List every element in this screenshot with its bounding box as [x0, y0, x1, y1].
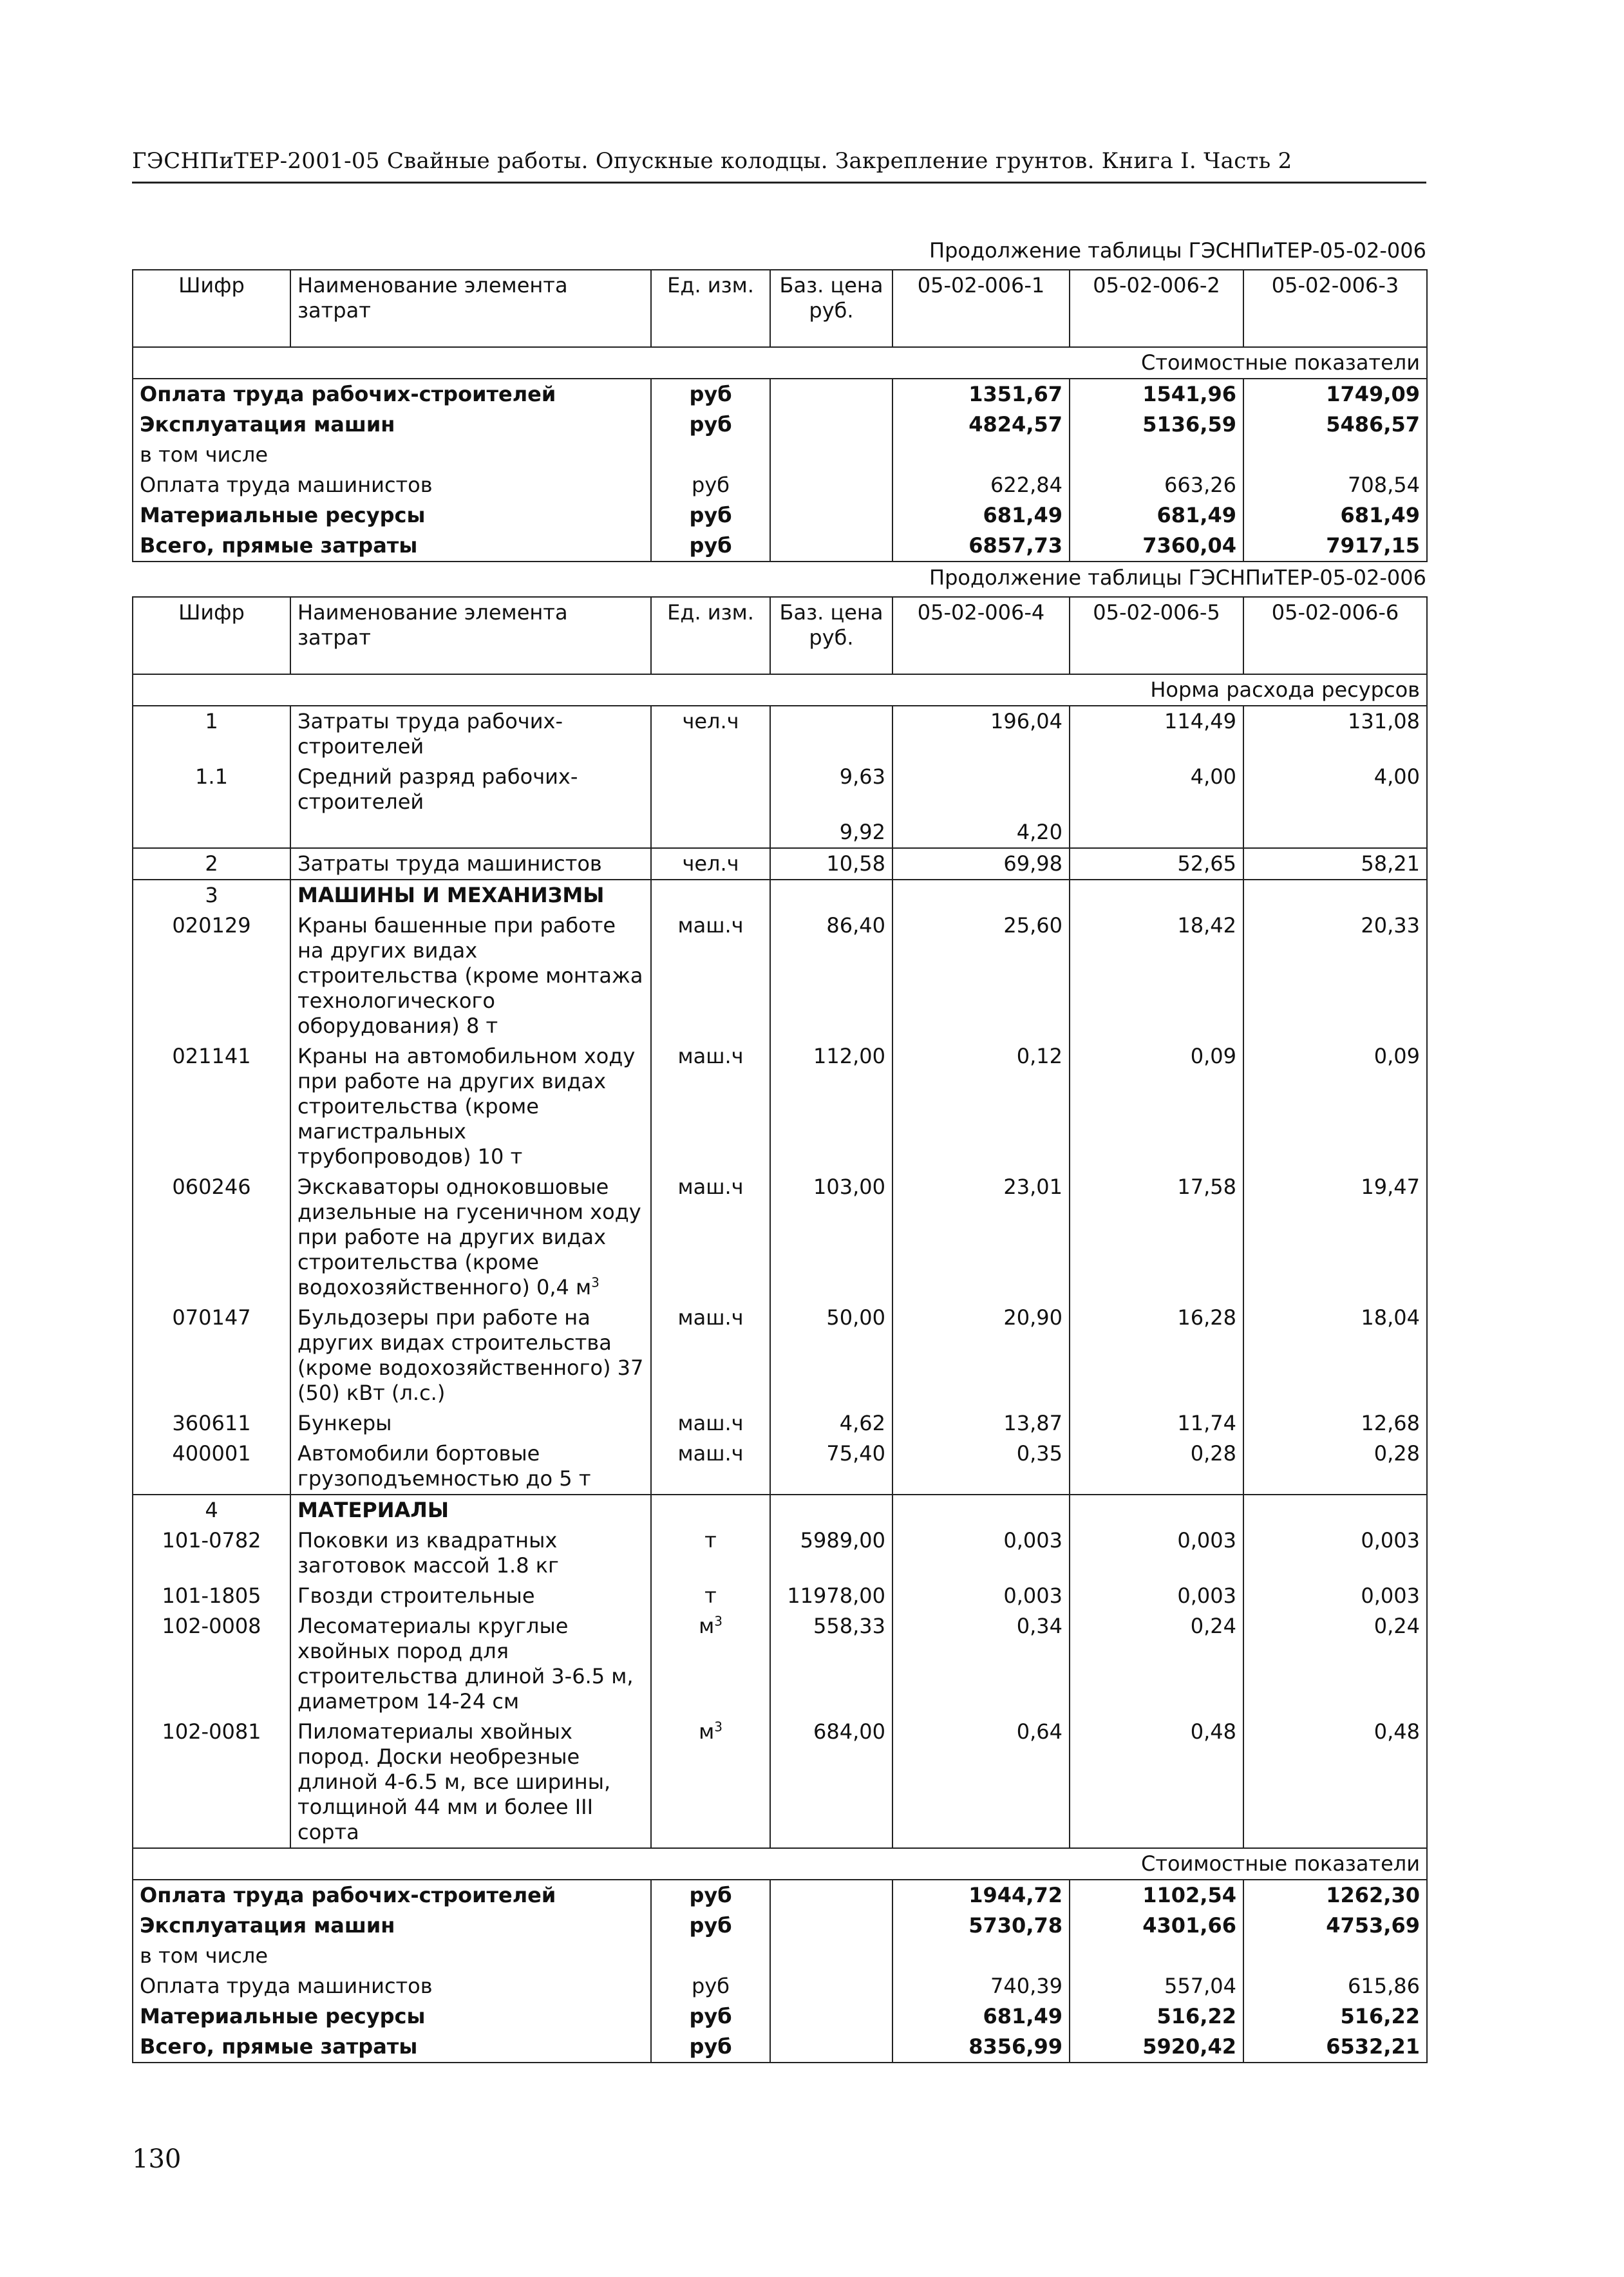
- resource-row: [133, 848, 1427, 880]
- resource-name: Гвозди строительные: [290, 1581, 651, 1611]
- resource-value: 4,20: [892, 817, 1070, 848]
- resource-price: 9,92: [770, 817, 892, 848]
- resource-name: Экскаваторы одноковшовые дизельные на гусеничном ходу при работе на других видах строительства (кроме водохозяйственного) 0,4 $м^3$: [290, 1172, 651, 1303]
- cost-name: Материальные ресурсы: [133, 500, 651, 531]
- resource-name: Бульдозеры при работе на других видах строительства (кроме водохозяйственного) 37 (50) кВт (л.с.): [290, 1303, 651, 1408]
- resource-row: [133, 1526, 1427, 1581]
- resource-value: [892, 1495, 1070, 1526]
- cost-value: 5136,59: [1070, 410, 1243, 440]
- cost-name: Эксплуатация машин: [133, 410, 651, 440]
- resource-price: 4,62: [770, 1408, 892, 1439]
- cost-unit: руб: [651, 470, 770, 500]
- resource-code: 1: [133, 706, 290, 762]
- cost-value: 663,26: [1070, 470, 1243, 500]
- table1-header-row: [133, 270, 1427, 347]
- resource-price: 112,00: [770, 1041, 892, 1172]
- resource-code: 102-0008: [133, 1611, 290, 1717]
- cost-value: [1070, 440, 1243, 470]
- resource-unit: [651, 762, 770, 817]
- resource-row: [133, 762, 1427, 817]
- resource-value: 0,09: [1070, 1041, 1243, 1172]
- resource-name: Автомобили бортовые грузоподъемностью до 5 т: [290, 1439, 651, 1495]
- resource-value: [1243, 880, 1427, 911]
- resource-row: [133, 1041, 1427, 1172]
- resource-row: [133, 1581, 1427, 1611]
- resource-value: 0,003: [1243, 1581, 1427, 1611]
- cost-row: [133, 410, 1427, 440]
- section-label-row: [133, 674, 1427, 706]
- cost-unit: руб: [651, 531, 770, 562]
- cost-name: Оплата труда рабочих-строителей: [133, 379, 651, 410]
- cost-row: [133, 1971, 1427, 2001]
- resource-value: 17,58: [1070, 1172, 1243, 1303]
- resource-code: 060246: [133, 1172, 290, 1303]
- resource-unit: $м^3$: [651, 1611, 770, 1717]
- cost-value: 4824,57: [892, 410, 1070, 440]
- cost-name: Оплата труда рабочих-строителей: [133, 1880, 651, 1911]
- resource-value: 0,35: [892, 1439, 1070, 1495]
- resource-unit: маш.ч: [651, 911, 770, 1041]
- col-unit-header: Ед. изм.: [651, 597, 770, 674]
- resource-value: [1243, 817, 1427, 848]
- resource-name: [290, 817, 651, 848]
- cost-row: [133, 2001, 1427, 2032]
- cost-value: 7360,04: [1070, 531, 1243, 562]
- cost-unit: [651, 440, 770, 470]
- col-rate-header: 05-02-006-1: [892, 270, 1070, 347]
- cost-value: 708,54: [1243, 470, 1427, 500]
- cost-price: [770, 1880, 892, 1911]
- cost-value: [1243, 1941, 1427, 1971]
- cost-name: Материальные ресурсы: [133, 2001, 651, 2032]
- cost-price: [770, 531, 892, 562]
- cost-value: 1541,96: [1070, 379, 1243, 410]
- resource-value: 0,003: [1070, 1526, 1243, 1581]
- resource-row: [133, 1408, 1427, 1439]
- resource-value: 12,68: [1243, 1408, 1427, 1439]
- cost-price: [770, 1911, 892, 1941]
- resource-code: [133, 817, 290, 848]
- resource-code: 021141: [133, 1041, 290, 1172]
- resource-row: [133, 1717, 1427, 1848]
- resource-price: [770, 706, 892, 762]
- cost-value: [1243, 440, 1427, 470]
- cost-name: в том числе: [133, 1941, 651, 1971]
- cost-price: [770, 2001, 892, 2032]
- superscript-exponent: 3: [714, 1613, 722, 1629]
- resource-price: 9,63: [770, 762, 892, 817]
- resource-value: 196,04: [892, 706, 1070, 762]
- cost-price: [770, 440, 892, 470]
- cost-price: [770, 1971, 892, 2001]
- resource-value: 0,48: [1243, 1717, 1427, 1848]
- resource-value: 0,12: [892, 1041, 1070, 1172]
- cost-value: 5730,78: [892, 1911, 1070, 1941]
- resource-row: [133, 1495, 1427, 1526]
- resource-unit: т: [651, 1581, 770, 1611]
- section-label-row: [133, 1848, 1427, 1880]
- resource-value: [892, 762, 1070, 817]
- cost-name: Эксплуатация машин: [133, 1911, 651, 1941]
- resource-value: 0,24: [1243, 1611, 1427, 1717]
- resource-unit: чел.ч: [651, 706, 770, 762]
- cost-value: 5486,57: [1243, 410, 1427, 440]
- resource-code: 360611: [133, 1408, 290, 1439]
- resource-code: 2: [133, 848, 290, 880]
- cost-unit: руб: [651, 2032, 770, 2063]
- cost-row: [133, 1880, 1427, 1911]
- resource-code: 4: [133, 1495, 290, 1526]
- col-code-header: Шифр: [133, 597, 290, 674]
- resource-value: 0,003: [1243, 1526, 1427, 1581]
- resource-value: 0,09: [1243, 1041, 1427, 1172]
- resource-value: 0,28: [1070, 1439, 1243, 1495]
- cost-value: 4301,66: [1070, 1911, 1243, 1941]
- resource-value: 4,00: [1243, 762, 1427, 817]
- resource-value: 25,60: [892, 911, 1070, 1041]
- resource-value: 58,21: [1243, 848, 1427, 880]
- cost-value: 1102,54: [1070, 1880, 1243, 1911]
- resource-value: 20,90: [892, 1303, 1070, 1408]
- col-price-header: Баз. цена руб.: [770, 270, 892, 347]
- cost-row: [133, 531, 1427, 562]
- resource-row: [133, 817, 1427, 848]
- cost-row: [133, 500, 1427, 531]
- cost-value: 681,49: [1070, 500, 1243, 531]
- cost-row: [133, 470, 1427, 500]
- resource-unit: [651, 817, 770, 848]
- cost-value: 5920,42: [1070, 2032, 1243, 2063]
- resource-name: Краны башенные при работе на других видах строительства (кроме монтажа технологического оборудования) 8 т: [290, 911, 651, 1041]
- col-rate-header: 05-02-006-6: [1243, 597, 1427, 674]
- resource-code: 400001: [133, 1439, 290, 1495]
- section-label-row: [133, 347, 1427, 379]
- cost-unit: руб: [651, 1911, 770, 1941]
- cost-row: [133, 379, 1427, 410]
- cost-price: [770, 2032, 892, 2063]
- cost-price: [770, 379, 892, 410]
- cost-unit: руб: [651, 379, 770, 410]
- resource-value: 0,003: [892, 1526, 1070, 1581]
- resource-value: [1070, 880, 1243, 911]
- cost-value: 681,49: [1243, 500, 1427, 531]
- col-rate-header: 05-02-006-2: [1070, 270, 1243, 347]
- resource-name: Средний разряд рабочих-строителей: [290, 762, 651, 817]
- resource-unit: маш.ч: [651, 1439, 770, 1495]
- cost-value: 1749,09: [1243, 379, 1427, 410]
- resource-name: Пиломатериалы хвойных пород. Доски необрезные длиной 4-6.5 м, все ширины, толщиной 44 мм и более III сорта: [290, 1717, 651, 1848]
- resource-code: 020129: [133, 911, 290, 1041]
- resource-price: 11978,00: [770, 1581, 892, 1611]
- resource-row: [133, 1303, 1427, 1408]
- cost-value: 6532,21: [1243, 2032, 1427, 2063]
- col-code-header: Шифр: [133, 270, 290, 347]
- resource-value: 19,47: [1243, 1172, 1427, 1303]
- resource-unit: [651, 880, 770, 911]
- cost-value: 1262,30: [1243, 1880, 1427, 1911]
- resource-value: 23,01: [892, 1172, 1070, 1303]
- table2: [132, 596, 1428, 2063]
- resource-value: 52,65: [1070, 848, 1243, 880]
- resource-unit: [651, 1495, 770, 1526]
- resource-price: 86,40: [770, 911, 892, 1041]
- cost-value: 516,22: [1070, 2001, 1243, 2032]
- resource-code: 070147: [133, 1303, 290, 1408]
- resource-value: 11,74: [1070, 1408, 1243, 1439]
- cost-price: [770, 500, 892, 531]
- section-label: Стоимостные показатели: [133, 1848, 1427, 1880]
- resource-row: [133, 1172, 1427, 1303]
- section-label: Норма расхода ресурсов: [133, 674, 1427, 706]
- resource-code: 1.1: [133, 762, 290, 817]
- resource-unit: маш.ч: [651, 1041, 770, 1172]
- col-rate-header: 05-02-006-3: [1243, 270, 1427, 347]
- cost-row: [133, 1911, 1427, 1941]
- cost-value: 1944,72: [892, 1880, 1070, 1911]
- resource-value: 13,87: [892, 1408, 1070, 1439]
- resource-value: [892, 880, 1070, 911]
- resource-value: 18,42: [1070, 911, 1243, 1041]
- resource-name: Затраты труда машинистов: [290, 848, 651, 880]
- cost-price: [770, 410, 892, 440]
- resource-value: [1070, 1495, 1243, 1526]
- resource-code: 102-0081: [133, 1717, 290, 1848]
- cost-value: 8356,99: [892, 2032, 1070, 2063]
- resource-value: [1070, 817, 1243, 848]
- col-rate-header: 05-02-006-5: [1070, 597, 1243, 674]
- cost-price: [770, 1941, 892, 1971]
- cost-unit: руб: [651, 1971, 770, 2001]
- resource-name: Лесоматериалы круглые хвойных пород для строительства длиной 3-6.5 м, диаметром 14-24 см: [290, 1611, 651, 1717]
- cost-value: 557,04: [1070, 1971, 1243, 2001]
- cost-unit: руб: [651, 2001, 770, 2032]
- cost-name: Оплата труда машинистов: [133, 1971, 651, 2001]
- resource-value: 114,49: [1070, 706, 1243, 762]
- resource-unit: маш.ч: [651, 1408, 770, 1439]
- resource-name: Поковки из квадратных заготовок массой 1.8 кг: [290, 1526, 651, 1581]
- cost-unit: руб: [651, 410, 770, 440]
- col-price-header: Баз. цена руб.: [770, 597, 892, 674]
- resource-price: 684,00: [770, 1717, 892, 1848]
- resource-unit: чел.ч: [651, 848, 770, 880]
- resource-value: 0,64: [892, 1717, 1070, 1848]
- cost-unit: руб: [651, 500, 770, 531]
- cost-value: 740,39: [892, 1971, 1070, 2001]
- resource-price: 50,00: [770, 1303, 892, 1408]
- cost-name: Всего, прямые затраты: [133, 531, 651, 562]
- resource-value: 0,24: [1070, 1611, 1243, 1717]
- cost-value: [892, 440, 1070, 470]
- resource-value: 69,98: [892, 848, 1070, 880]
- resource-unit: маш.ч: [651, 1172, 770, 1303]
- resource-value: 0,28: [1243, 1439, 1427, 1495]
- cost-row: [133, 2032, 1427, 2063]
- cost-value: [892, 1941, 1070, 1971]
- col-rate-header: 05-02-006-4: [892, 597, 1070, 674]
- superscript-exponent: 3: [714, 1719, 722, 1735]
- resource-unit: $м^3$: [651, 1717, 770, 1848]
- resource-value: 18,04: [1243, 1303, 1427, 1408]
- resource-row: [133, 1439, 1427, 1495]
- resource-price: [770, 1495, 892, 1526]
- resource-code: 101-1805: [133, 1581, 290, 1611]
- table1-continuation-note: Продолжение таблицы ГЭСНПиТЕР-05-02-006: [929, 238, 1426, 263]
- col-unit-header: Ед. изм.: [651, 270, 770, 347]
- cost-value: 681,49: [892, 2001, 1070, 2032]
- cost-value: 681,49: [892, 500, 1070, 531]
- resource-value: 16,28: [1070, 1303, 1243, 1408]
- cost-row: [133, 440, 1427, 470]
- resource-name: Краны на автомобильном ходу при работе на других видах строительства (кроме магистральных трубопроводов) 10 т: [290, 1041, 651, 1172]
- cost-value: 6857,73: [892, 531, 1070, 562]
- resource-name: Затраты труда рабочих-строителей: [290, 706, 651, 762]
- resource-row: [133, 1611, 1427, 1717]
- cost-value: 7917,15: [1243, 531, 1427, 562]
- running-header: ГЭСНПиТЕР-2001-05 Свайные работы. Опускные колодцы. Закрепление грунтов. Книга I. Часть 2: [132, 148, 1426, 184]
- resource-price: 5989,00: [770, 1526, 892, 1581]
- resource-code: 101-0782: [133, 1526, 290, 1581]
- resource-row: [133, 911, 1427, 1041]
- resource-code: 3: [133, 880, 290, 911]
- resource-unit: т: [651, 1526, 770, 1581]
- resource-row: [133, 880, 1427, 911]
- resource-name: МАТЕРИАЛЫ: [290, 1495, 651, 1526]
- page-number: 130: [132, 2144, 182, 2174]
- resource-price: 103,00: [770, 1172, 892, 1303]
- resource-value: 131,08: [1243, 706, 1427, 762]
- resource-value: 0,003: [892, 1581, 1070, 1611]
- table1: [132, 269, 1428, 562]
- resource-unit: маш.ч: [651, 1303, 770, 1408]
- resource-value: 0,34: [892, 1611, 1070, 1717]
- table2-header-row: [133, 597, 1427, 674]
- cost-row: [133, 1941, 1427, 1971]
- resource-value: 0,003: [1070, 1581, 1243, 1611]
- cost-value: 615,86: [1243, 1971, 1427, 2001]
- col-name-header: Наименование элемента затрат: [290, 270, 651, 347]
- cost-name: Оплата труда машинистов: [133, 470, 651, 500]
- resource-value: 0,48: [1070, 1717, 1243, 1848]
- resource-price: 558,33: [770, 1611, 892, 1717]
- resource-price: 75,40: [770, 1439, 892, 1495]
- cost-price: [770, 470, 892, 500]
- cost-value: 622,84: [892, 470, 1070, 500]
- table2-continuation-note: Продолжение таблицы ГЭСНПиТЕР-05-02-006: [929, 565, 1426, 590]
- cost-value: 516,22: [1243, 2001, 1427, 2032]
- resource-price: [770, 880, 892, 911]
- resource-name: Бункеры: [290, 1408, 651, 1439]
- section-label: Стоимостные показатели: [133, 347, 1427, 379]
- cost-unit: руб: [651, 1880, 770, 1911]
- resource-name: МАШИНЫ И МЕХАНИЗМЫ: [290, 880, 651, 911]
- cost-value: 1351,67: [892, 379, 1070, 410]
- cost-name: в том числе: [133, 440, 651, 470]
- resource-row: [133, 706, 1427, 762]
- resource-price: 10,58: [770, 848, 892, 880]
- col-name-header: Наименование элемента затрат: [290, 597, 651, 674]
- cost-value: [1070, 1941, 1243, 1971]
- cost-name: Всего, прямые затраты: [133, 2032, 651, 2063]
- resource-value: 4,00: [1070, 762, 1243, 817]
- cost-value: 4753,69: [1243, 1911, 1427, 1941]
- cost-unit: [651, 1941, 770, 1971]
- resource-value: [1243, 1495, 1427, 1526]
- resource-value: 20,33: [1243, 911, 1427, 1041]
- superscript-exponent: 3: [591, 1274, 600, 1290]
